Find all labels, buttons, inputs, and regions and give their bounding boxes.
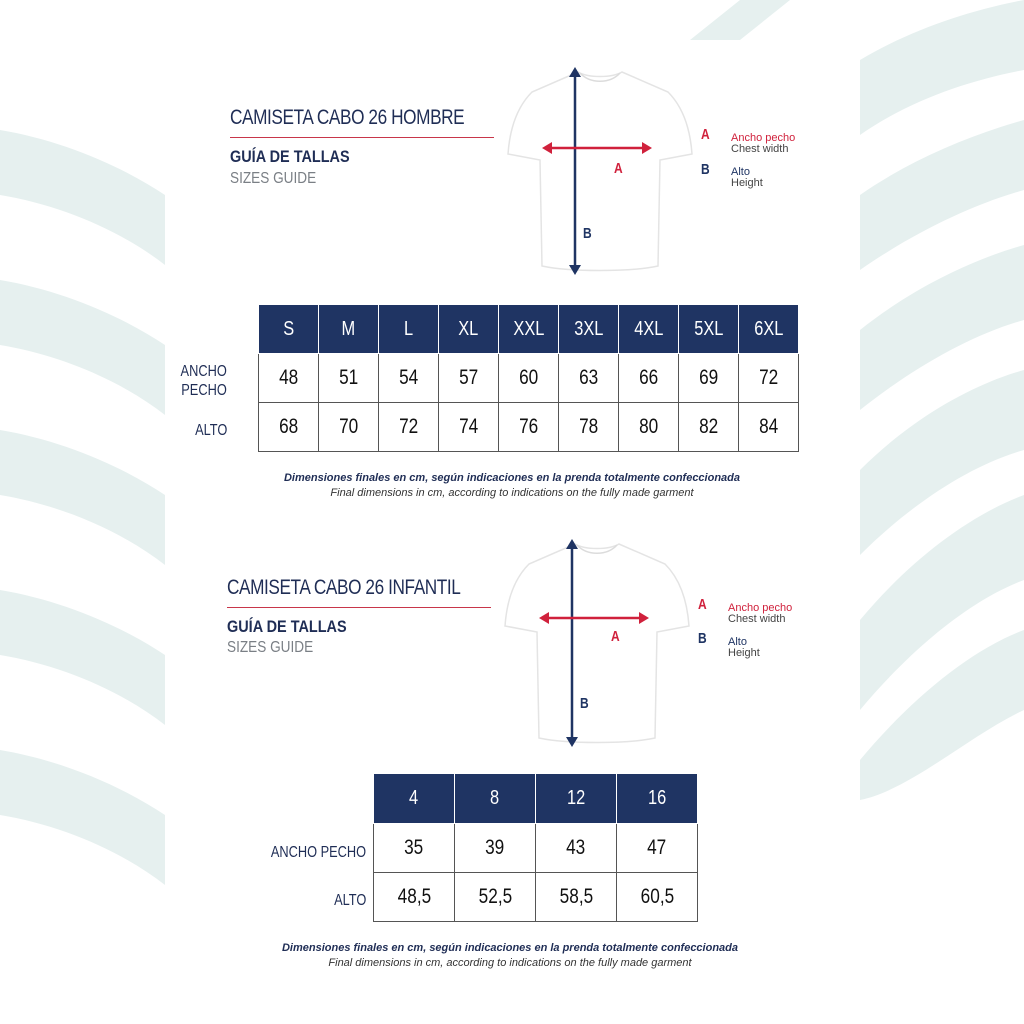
men-table-cell: 54 — [379, 354, 439, 403]
men-header-size: S — [259, 305, 319, 354]
kids-header-size: 8 — [455, 774, 536, 824]
kids-table-cell: 39 — [455, 824, 536, 873]
men-header-size: 4XL — [619, 305, 679, 354]
men-table-cell: 78 — [559, 403, 619, 452]
men-header-size: L — [379, 305, 439, 354]
men-title-rule — [230, 137, 494, 138]
men-table-cell: 69 — [679, 354, 739, 403]
men-guide-es: GUÍA DE TALLAS — [230, 147, 350, 166]
men-legend-a-letter: A — [701, 126, 710, 143]
men-table-cell: 80 — [619, 403, 679, 452]
men-table-row — [259, 354, 799, 403]
men-header-size: XXL — [499, 305, 559, 354]
kids-header-size: 12 — [536, 774, 617, 824]
men-table-cell: 84 — [739, 403, 799, 452]
kids-legend-b-en: Height — [728, 647, 760, 659]
kids-table-row — [374, 824, 698, 873]
men-row-label-chest: ANCHO PECHO — [180, 363, 227, 399]
men-diagram-label-b: B — [583, 225, 592, 242]
men-legend-b-es: Alto — [731, 166, 750, 178]
men-header-size: XL — [439, 305, 499, 354]
men-table-cell: 63 — [559, 354, 619, 403]
kids-header-size: 16 — [617, 774, 698, 824]
men-table-cell: 70 — [319, 403, 379, 452]
men-table-cell: 66 — [619, 354, 679, 403]
kids-note-en: Final dimensions in cm, according to indications on the fully made garment — [328, 957, 692, 969]
kids-table-cell: 47 — [617, 824, 698, 873]
kids-table-cell: 60,5 — [617, 873, 698, 922]
men-table-cell: 76 — [499, 403, 559, 452]
men-row-label-height: ALTO — [194, 422, 227, 439]
kids-diagram-label-a: A — [611, 628, 620, 645]
kids-note-es: Dimensiones finales en cm, según indicaciones en la prenda totalmente confeccionada — [281, 942, 739, 954]
men-legend-b-letter: B — [701, 161, 710, 178]
men-size-table — [258, 304, 799, 452]
kids-legend-b-letter: B — [698, 630, 707, 647]
kids-table-cell: 58,5 — [536, 873, 617, 922]
kids-table-cell: 48,5 — [374, 873, 455, 922]
men-header-size: 3XL — [559, 305, 619, 354]
men-legend-a-es: Ancho pecho — [731, 132, 796, 144]
men-table-cell: 48 — [259, 354, 319, 403]
men-table-cell: 60 — [499, 354, 559, 403]
men-header-size: M — [319, 305, 379, 354]
men-diagram-label-a: A — [614, 160, 623, 177]
men-note-en: Final dimensions in cm, according to indications on the fully made garment — [330, 487, 694, 499]
men-table-cell: 57 — [439, 354, 499, 403]
kids-table-cell: 52,5 — [455, 873, 536, 922]
men-legend-a-en: Chest width — [731, 143, 789, 155]
men-table-cell: 68 — [259, 403, 319, 452]
men-table-cell: 74 — [439, 403, 499, 452]
kids-guide-es: GUÍA DE TALLAS — [227, 617, 347, 636]
kids-legend-a-en: Chest width — [728, 613, 786, 625]
kids-legend-a-es: Ancho pecho — [728, 602, 793, 614]
men-table-cell: 72 — [739, 354, 799, 403]
men-table-cell: 51 — [319, 354, 379, 403]
kids-table-cell: 43 — [536, 824, 617, 873]
kids-title-rule — [227, 607, 491, 608]
kids-row-label-chest: ANCHO PECHO — [270, 844, 366, 861]
men-table-cell: 72 — [379, 403, 439, 452]
kids-table-row — [374, 873, 698, 922]
kids-size-table — [373, 773, 698, 922]
men-table-row — [259, 403, 799, 452]
kids-tshirt-diagram — [497, 538, 697, 750]
kids-guide-en: SIZES GUIDE — [227, 639, 314, 656]
men-header-size: 6XL — [739, 305, 799, 354]
kids-legend-a-letter: A — [698, 596, 707, 613]
men-note-es: Dimensiones finales en cm, según indicaciones en la prenda totalmente confeccionada — [283, 472, 741, 484]
men-legend-b-en: Height — [731, 177, 763, 189]
men-title: CAMISETA CABO 26 HOMBRE — [230, 106, 465, 129]
kids-diagram-label-b: B — [580, 695, 589, 712]
men-header-size: 5XL — [679, 305, 739, 354]
kids-header-size: 4 — [374, 774, 455, 824]
kids-title: CAMISETA CABO 26 INFANTIL — [227, 576, 461, 599]
kids-row-label-height: ALTO — [333, 892, 366, 909]
men-tshirt-diagram — [500, 66, 700, 278]
men-guide-en: SIZES GUIDE — [230, 170, 317, 187]
men-table-cell: 82 — [679, 403, 739, 452]
kids-legend-b-es: Alto — [728, 636, 747, 648]
kids-table-cell: 35 — [374, 824, 455, 873]
